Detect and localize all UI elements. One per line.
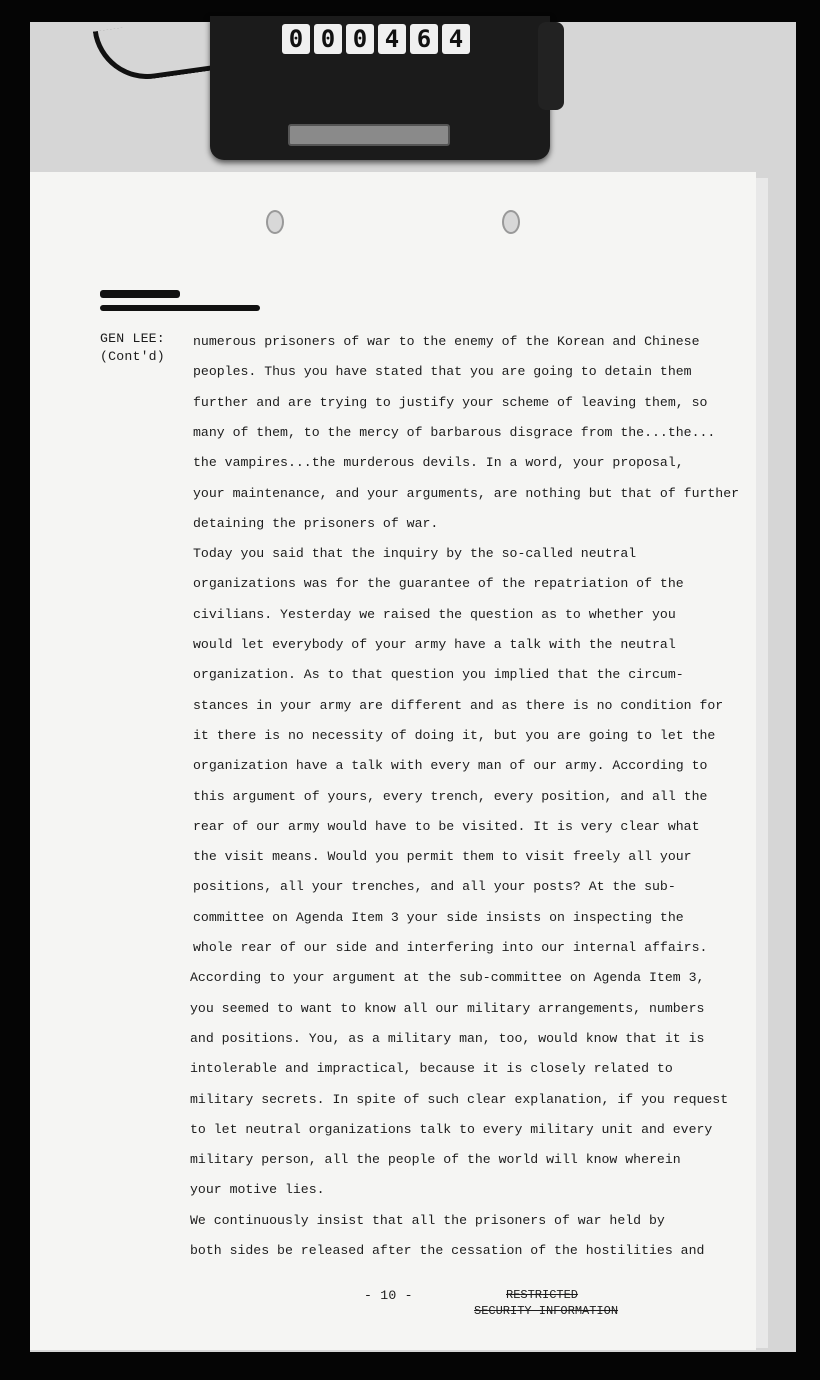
body-line: stances in your army are different and as there is no condition for bbox=[193, 698, 724, 713]
body-line: detaining the prisoners of war. bbox=[193, 516, 439, 531]
speaker-block bbox=[100, 330, 165, 366]
body-line: military secrets. In spite of such clear explanation, if you request bbox=[190, 1092, 729, 1107]
page-number: - 10 - bbox=[364, 1288, 413, 1303]
speaker-name: GEN LEE: bbox=[100, 331, 165, 346]
footer-classification: SECURITY INFORMATION bbox=[474, 1304, 619, 1318]
body-line: whole rear of our side and interfering into our internal affairs. bbox=[193, 940, 708, 955]
body-line: organizations was for the guarantee of the repatriation of the bbox=[193, 576, 684, 591]
body-line: further and are trying to justify your scheme of leaving them, so bbox=[193, 395, 708, 410]
body-line: intolerable and impractical, because it is closely related to bbox=[190, 1061, 673, 1076]
redacted-classification-header bbox=[100, 305, 260, 311]
body-line: numerous prisoners of war to the enemy of the Korean and Chinese bbox=[193, 334, 700, 349]
body-line: rear of our army would have to be visited. It is very clear what bbox=[193, 819, 700, 834]
counter-digit: 6 bbox=[410, 24, 438, 54]
body-line: to let neutral organizations talk to every military unit and every bbox=[190, 1122, 713, 1137]
body-line: military person, all the people of the world will know wherein bbox=[190, 1152, 681, 1167]
body-line: We continuously insist that all the prisoners of war held by bbox=[190, 1213, 665, 1228]
counter-plate bbox=[288, 124, 450, 146]
body-line: would let everybody of your army have a talk with the neutral bbox=[193, 637, 676, 652]
body-line: organization have a talk with every man of our army. According to bbox=[193, 758, 708, 773]
body-line: positions, all your trenches, and all your posts? At the sub- bbox=[193, 879, 676, 894]
frame-counter bbox=[210, 16, 550, 160]
speaker-note: (Cont'd) bbox=[100, 349, 165, 364]
body-line: your maintenance, and your arguments, are nothing but that of further bbox=[193, 486, 740, 501]
body-line: According to your argument at the sub-committee on Agenda Item 3, bbox=[190, 970, 705, 985]
body-line: this argument of yours, every trench, every position, and all the bbox=[193, 789, 708, 804]
body-line: peoples. Thus you have stated that you are going to detain them bbox=[193, 364, 692, 379]
punch-hole bbox=[502, 210, 520, 234]
body-line: committee on Agenda Item 3 your side insists on inspecting the bbox=[193, 910, 684, 925]
body-line: civilians. Yesterday we raised the question as to whether you bbox=[193, 607, 676, 622]
body-line: and positions. You, as a military man, too, would know that it is bbox=[190, 1031, 705, 1046]
body-line: your motive lies. bbox=[190, 1182, 325, 1197]
redacted-classification-header bbox=[100, 290, 180, 298]
footer-classification: RESTRICTED bbox=[506, 1288, 579, 1302]
counter-digit: 4 bbox=[378, 24, 406, 54]
body-line: organization. As to that question you implied that the circum- bbox=[193, 667, 684, 682]
punch-hole bbox=[266, 210, 284, 234]
body-line: the visit means. Would you permit them to visit freely all your bbox=[193, 849, 692, 864]
body-line: Today you said that the inquiry by the so-called neutral bbox=[193, 546, 637, 561]
body-line: you seemed to want to know all our military arrangements, numbers bbox=[190, 1001, 705, 1016]
counter-digit: 4 bbox=[442, 24, 470, 54]
counter-knob bbox=[538, 22, 564, 110]
body-line: both sides be released after the cessation of the hostilities and bbox=[190, 1243, 705, 1258]
counter-digit: 0 bbox=[314, 24, 342, 54]
body-line: the vampires...the murderous devils. In a word, your proposal, bbox=[193, 455, 684, 470]
body-line: many of them, to the mercy of barbarous disgrace from the...the... bbox=[193, 425, 716, 440]
body-line: it there is no necessity of doing it, but you are going to let the bbox=[193, 728, 716, 743]
counter-digits bbox=[282, 24, 470, 54]
counter-digit: 0 bbox=[346, 24, 374, 54]
counter-digit: 0 bbox=[282, 24, 310, 54]
